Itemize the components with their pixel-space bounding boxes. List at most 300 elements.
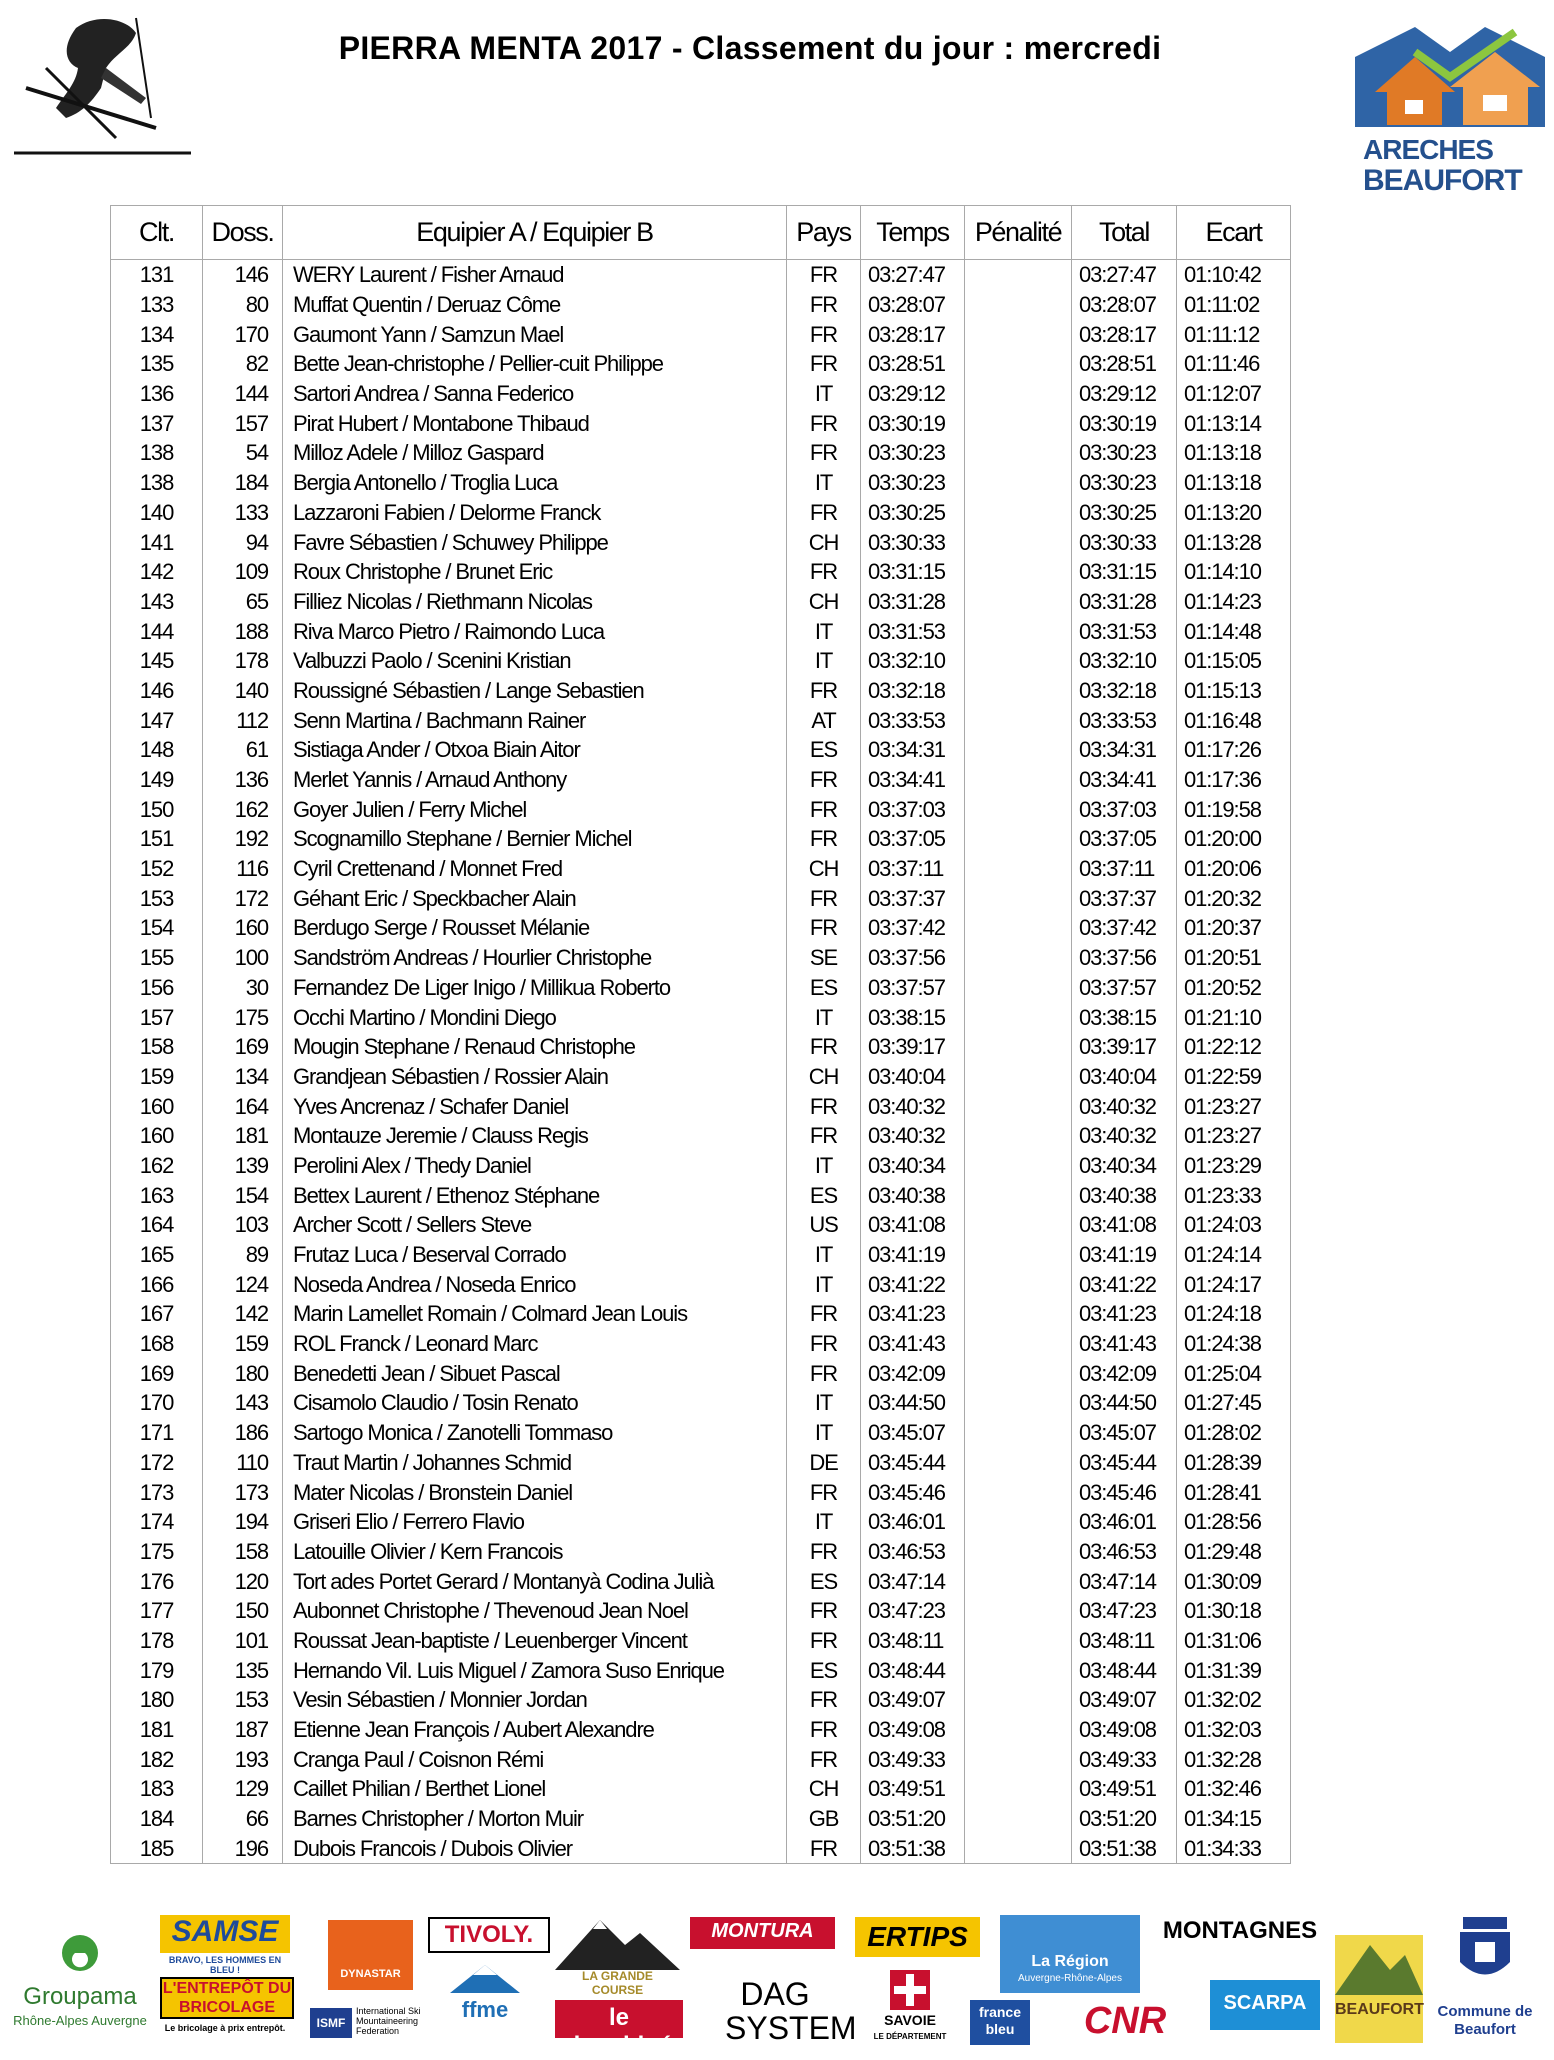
table-row [111,676,1291,706]
total-cell: 03:47:23 [1072,1596,1177,1626]
penalty-cell [965,1477,1072,1507]
header-time: Temps [861,206,965,260]
total-cell: 03:49:33 [1072,1744,1177,1774]
time-cell: 03:30:23 [861,438,965,468]
team-cell: Filliez Nicolas / Riethmann Nicolas [283,587,787,617]
table-row [111,973,1291,1003]
time-cell: 03:28:17 [861,319,965,349]
table-row [111,1121,1291,1151]
gap-cell: 01:20:32 [1177,883,1291,913]
gap-cell: 01:32:28 [1177,1744,1291,1774]
country-cell: FR [787,1329,861,1359]
rank-cell: 141 [111,527,203,557]
header-country: Pays [787,206,861,260]
rank-cell: 140 [111,498,203,528]
commune-beaufort-logo [1430,1917,1540,2047]
gap-cell: 01:25:04 [1177,1358,1291,1388]
total-cell: 03:34:41 [1072,765,1177,795]
country-cell: IT [787,468,861,498]
rank-cell: 158 [111,1032,203,1062]
team-cell: Valbuzzi Paolo / Scenini Kristian [283,646,787,676]
time-cell: 03:49:07 [861,1685,965,1715]
rank-cell: 146 [111,676,203,706]
team-cell: Roux Christophe / Brunet Eric [283,557,787,587]
total-cell: 03:34:31 [1072,735,1177,765]
bib-cell: 187 [203,1715,283,1745]
penalty-cell [965,1240,1072,1270]
penalty-cell [965,1418,1072,1448]
table-row [111,913,1291,943]
total-cell: 03:41:43 [1072,1329,1177,1359]
samse-logo [160,1915,290,1975]
penalty-cell [965,379,1072,409]
rank-cell: 160 [111,1121,203,1151]
rank-cell: 155 [111,943,203,973]
entrepot-logo [160,1977,290,2042]
region-logo [1000,1915,1140,1993]
total-cell: 03:49:08 [1072,1715,1177,1745]
table-row [111,1685,1291,1715]
samse-sub: BRAVO, LES HOMMES EN BLEU ! [168,1955,282,1975]
time-cell: 03:48:11 [861,1626,965,1656]
gap-cell: 01:28:56 [1177,1507,1291,1537]
team-cell: Montauze Jeremie / Clauss Regis [283,1121,787,1151]
table-row [111,1388,1291,1418]
gap-cell: 01:20:52 [1177,973,1291,1003]
total-cell: 03:38:15 [1072,1002,1177,1032]
gap-cell: 01:24:17 [1177,1269,1291,1299]
gap-cell: 01:24:38 [1177,1329,1291,1359]
table-row [111,1774,1291,1804]
groupama-logo [5,1925,155,2045]
gap-cell: 01:14:23 [1177,587,1291,617]
bib-cell: 136 [203,765,283,795]
gap-cell: 01:28:41 [1177,1477,1291,1507]
penalty-cell [965,1715,1072,1745]
rank-cell: 175 [111,1537,203,1567]
team-cell: Benedetti Jean / Sibuet Pascal [283,1358,787,1388]
team-cell: Cranga Paul / Coisnon Rémi [283,1744,787,1774]
header-penalty: Pénalité [965,206,1072,260]
total-cell: 03:40:32 [1072,1121,1177,1151]
total-cell: 03:51:38 [1072,1833,1177,1863]
ertips-logo [855,1917,980,1957]
rank-cell: 148 [111,735,203,765]
penalty-cell [965,1744,1072,1774]
country-cell: IT [787,646,861,676]
penalty-cell [965,1448,1072,1478]
time-cell: 03:40:34 [861,1151,965,1181]
table-row [111,705,1291,735]
table-row [111,1596,1291,1626]
rank-cell: 160 [111,1091,203,1121]
time-cell: 03:31:15 [861,557,965,587]
gap-cell: 01:32:03 [1177,1715,1291,1745]
time-cell: 03:33:53 [861,705,965,735]
gap-cell: 01:12:07 [1177,379,1291,409]
time-cell: 03:34:41 [861,765,965,795]
penalty-cell [965,1091,1072,1121]
bib-cell: 150 [203,1596,283,1626]
country-cell: SE [787,943,861,973]
penalty-cell [965,1002,1072,1032]
penalty-cell [965,943,1072,973]
penalty-cell [965,290,1072,320]
table-row [111,319,1291,349]
country-cell: DE [787,1448,861,1478]
dag-text: DAG SYSTEM [725,1976,857,2046]
total-cell: 03:39:17 [1072,1032,1177,1062]
country-cell: FR [787,290,861,320]
bib-cell: 89 [203,1240,283,1270]
bib-cell: 61 [203,735,283,765]
total-cell: 03:48:44 [1072,1655,1177,1685]
bib-cell: 162 [203,794,283,824]
bib-cell: 180 [203,1358,283,1388]
total-cell: 03:37:42 [1072,913,1177,943]
bib-cell: 80 [203,290,283,320]
beaufort-fromage-logo [1335,1935,1423,2043]
country-cell: FR [787,1596,861,1626]
table-row [111,1091,1291,1121]
penalty-cell [965,1774,1072,1804]
team-cell: Hernando Vil. Luis Miguel / Zamora Suso Enrique [283,1655,787,1685]
penalty-cell [965,676,1072,706]
team-cell: Gaumont Yann / Samzun Mael [283,319,787,349]
country-cell: FR [787,438,861,468]
team-cell: Aubonnet Christophe / Thevenoud Jean Noel [283,1596,787,1626]
time-cell: 03:41:08 [861,1210,965,1240]
total-cell: 03:45:46 [1072,1477,1177,1507]
gap-cell: 01:24:18 [1177,1299,1291,1329]
rank-cell: 180 [111,1685,203,1715]
table-row [111,468,1291,498]
rank-cell: 172 [111,1448,203,1478]
time-cell: 03:31:28 [861,587,965,617]
time-cell: 03:27:47 [861,260,965,290]
results-table [110,205,1291,1864]
team-cell: Berdugo Serge / Rousset Mélanie [283,913,787,943]
bib-cell: 154 [203,1180,283,1210]
bib-cell: 101 [203,1626,283,1656]
gap-cell: 01:22:12 [1177,1032,1291,1062]
rank-cell: 136 [111,379,203,409]
time-cell: 03:30:25 [861,498,965,528]
rank-cell: 173 [111,1477,203,1507]
total-cell: 03:30:25 [1072,498,1177,528]
table-row [111,943,1291,973]
gap-cell: 01:16:48 [1177,705,1291,735]
time-cell: 03:45:07 [861,1418,965,1448]
beaufort-fromage-text: BEAUFORT [1335,2001,1424,2018]
team-cell: WERY Laurent / Fisher Arnaud [283,260,787,290]
coat-of-arms-icon [1455,1917,1515,1987]
gap-cell: 01:13:14 [1177,408,1291,438]
total-cell: 03:41:22 [1072,1269,1177,1299]
bib-cell: 142 [203,1299,283,1329]
team-cell: Fernandez De Liger Inigo / Millikua Roberto [283,973,787,1003]
header-total: Total [1072,206,1177,260]
country-cell: FR [787,260,861,290]
penalty-cell [965,1329,1072,1359]
team-cell: Traut Martin / Johannes Schmid [283,1448,787,1478]
bib-cell: 134 [203,1062,283,1092]
region-sub: Auvergne-Rhône-Alpes [1018,1973,1122,1984]
bib-cell: 181 [203,1121,283,1151]
bib-cell: 173 [203,1477,283,1507]
logo-text-areches: ARECHES [1363,134,1493,165]
penalty-cell [965,1180,1072,1210]
country-cell: FR [787,765,861,795]
montura-text: MONTURA [711,1920,814,1942]
rank-cell: 185 [111,1833,203,1863]
time-cell: 03:30:33 [861,527,965,557]
bib-cell: 196 [203,1833,283,1863]
savoie-text: SAVOIE [884,2012,936,2028]
gap-cell: 01:20:51 [1177,943,1291,973]
time-cell: 03:30:19 [861,408,965,438]
header-bib: Doss. [203,206,283,260]
total-cell: 03:28:07 [1072,290,1177,320]
country-cell: ES [787,973,861,1003]
savoie-logo [860,1970,960,2048]
penalty-cell [965,349,1072,379]
team-cell: Mougin Stephane / Renaud Christophe [283,1032,787,1062]
country-cell: IT [787,1151,861,1181]
penalty-cell [965,735,1072,765]
penalty-cell [965,319,1072,349]
time-cell: 03:38:15 [861,1002,965,1032]
bib-cell: 193 [203,1744,283,1774]
gap-cell: 01:24:03 [1177,1210,1291,1240]
time-cell: 03:47:23 [861,1596,965,1626]
rank-cell: 177 [111,1596,203,1626]
country-cell: IT [787,1388,861,1418]
gap-cell: 01:17:26 [1177,735,1291,765]
country-cell: CH [787,527,861,557]
penalty-cell [965,438,1072,468]
rank-cell: 159 [111,1062,203,1092]
country-cell: FR [787,1833,861,1863]
total-cell: 03:31:53 [1072,616,1177,646]
team-cell: Roussigné Sébastien / Lange Sebastien [283,676,787,706]
country-cell: IT [787,1002,861,1032]
country-cell: IT [787,1240,861,1270]
rank-cell: 145 [111,646,203,676]
penalty-cell [965,1269,1072,1299]
time-cell: 03:47:14 [861,1566,965,1596]
team-cell: Cisamolo Claudio / Tosin Renato [283,1388,787,1418]
bib-cell: 184 [203,468,283,498]
bib-cell: 140 [203,676,283,706]
penalty-cell [965,527,1072,557]
table-row [111,1655,1291,1685]
penalty-cell [965,794,1072,824]
country-cell: FR [787,498,861,528]
sponsor-footer [0,1905,1554,2059]
penalty-cell [965,1596,1072,1626]
bib-cell: 158 [203,1537,283,1567]
rank-cell: 165 [111,1240,203,1270]
bib-cell: 144 [203,379,283,409]
gap-cell: 01:20:37 [1177,913,1291,943]
time-cell: 03:42:09 [861,1358,965,1388]
penalty-cell [965,1210,1072,1240]
entrepot-sub: Le bricolage à prix entrepôt. [164,2023,286,2033]
table-row [111,794,1291,824]
table-row [111,379,1291,409]
commune-text: Commune de Beaufort [1437,2003,1533,2038]
total-cell: 03:28:51 [1072,349,1177,379]
ismf-text: ISMF [310,2008,352,2038]
header-gap: Ecart [1177,206,1291,260]
team-cell: Marin Lamellet Romain / Colmard Jean Louis [283,1299,787,1329]
time-cell: 03:49:51 [861,1774,965,1804]
team-cell: Occhi Martino / Mondini Diego [283,1002,787,1032]
team-cell: Roussat Jean-baptiste / Leuenberger Vincent [283,1626,787,1656]
total-cell: 03:41:23 [1072,1299,1177,1329]
dag-logo [725,1976,857,2046]
gap-cell: 01:34:15 [1177,1804,1291,1834]
gap-cell: 01:17:36 [1177,765,1291,795]
gap-cell: 01:32:02 [1177,1685,1291,1715]
table-row [111,1626,1291,1656]
bib-cell: 54 [203,438,283,468]
penalty-cell [965,854,1072,884]
rank-cell: 184 [111,1804,203,1834]
savoie-sub: LE DÉPARTEMENT [873,2032,947,2041]
total-cell: 03:30:23 [1072,468,1177,498]
penalty-cell [965,1388,1072,1418]
table-row [111,1477,1291,1507]
entrepot-text: L'ENTREPÔT DU BRICOLAGE [160,1977,294,2019]
total-cell: 03:30:33 [1072,527,1177,557]
rank-cell: 144 [111,616,203,646]
bib-cell: 159 [203,1329,283,1359]
bib-cell: 112 [203,705,283,735]
table-header-row [111,206,1291,260]
team-cell: Grandjean Sébastien / Rossier Alain [283,1062,787,1092]
bib-cell: 103 [203,1210,283,1240]
gap-cell: 01:23:27 [1177,1091,1291,1121]
table-row [111,1002,1291,1032]
time-cell: 03:31:53 [861,616,965,646]
bib-cell: 66 [203,1804,283,1834]
page-title: PIERRA MENTA 2017 - Classement du jour : mercredi [338,30,1162,66]
penalty-cell [965,1151,1072,1181]
rank-cell: 150 [111,794,203,824]
country-cell: FR [787,1626,861,1656]
rank-cell: 168 [111,1329,203,1359]
table-row [111,1358,1291,1388]
team-cell: Vesin Sébastien / Monnier Jordan [283,1685,787,1715]
rank-cell: 162 [111,1151,203,1181]
groupama-text: Groupama [23,1983,137,2010]
total-cell: 03:37:57 [1072,973,1177,1003]
gap-cell: 01:28:02 [1177,1418,1291,1448]
total-cell: 03:41:08 [1072,1210,1177,1240]
rank-cell: 170 [111,1388,203,1418]
penalty-cell [965,1299,1072,1329]
rank-cell: 142 [111,557,203,587]
time-cell: 03:46:01 [861,1507,965,1537]
table-row [111,1448,1291,1478]
montura-logo [690,1917,835,1949]
bib-cell: 100 [203,943,283,973]
country-cell: IT [787,1269,861,1299]
penalty-cell [965,1566,1072,1596]
header-team: Equipier A / Equipier B [283,206,787,260]
total-cell: 03:30:23 [1072,438,1177,468]
penalty-cell [965,1062,1072,1092]
penalty-cell [965,1537,1072,1567]
team-cell: ROL Franck / Leonard Marc [283,1329,787,1359]
total-cell: 03:45:07 [1072,1418,1177,1448]
table-row [111,1269,1291,1299]
country-cell: FR [787,883,861,913]
bib-cell: 188 [203,616,283,646]
france-bleu-text: france bleu [978,2004,1022,2037]
bib-cell: 124 [203,1269,283,1299]
total-cell: 03:32:18 [1072,676,1177,706]
team-cell: Yves Ancrenaz / Schafer Daniel [283,1091,787,1121]
table-row [111,1210,1291,1240]
gap-cell: 01:23:27 [1177,1121,1291,1151]
gap-cell: 01:28:39 [1177,1448,1291,1478]
france-bleu-logo [970,2000,1030,2045]
bib-cell: 169 [203,1032,283,1062]
rank-cell: 157 [111,1002,203,1032]
total-cell: 03:30:19 [1072,408,1177,438]
country-cell: FR [787,1091,861,1121]
table-row [111,1240,1291,1270]
penalty-cell [965,1655,1072,1685]
bib-cell: 65 [203,587,283,617]
grande-course-text: LA GRANDE COURSE [582,1969,653,1997]
rank-cell: 156 [111,973,203,1003]
gap-cell: 01:30:09 [1177,1566,1291,1596]
table-row [111,1537,1291,1567]
table-row [111,498,1291,528]
gap-cell: 01:27:45 [1177,1388,1291,1418]
total-cell: 03:40:32 [1072,1091,1177,1121]
bib-cell: 170 [203,319,283,349]
savoie-cross-icon [890,1970,930,2010]
penalty-cell [965,824,1072,854]
bib-cell: 160 [203,913,283,943]
time-cell: 03:40:32 [861,1091,965,1121]
total-cell: 03:40:38 [1072,1180,1177,1210]
dauphine-logo [555,2000,683,2059]
total-cell: 03:42:09 [1072,1358,1177,1388]
team-cell: Merlet Yannis / Arnaud Anthony [283,765,787,795]
bib-cell: 139 [203,1151,283,1181]
time-cell: 03:41:22 [861,1269,965,1299]
time-cell: 03:28:07 [861,290,965,320]
gap-cell: 01:34:33 [1177,1833,1291,1863]
gap-cell: 01:13:20 [1177,498,1291,528]
ismf-logo [310,2000,435,2045]
gap-cell: 01:11:02 [1177,290,1291,320]
penalty-cell [965,260,1072,290]
team-cell: Senn Martina / Bachmann Rainer [283,705,787,735]
header-rank: Clt. [111,206,203,260]
country-cell: FR [787,408,861,438]
table-row [111,883,1291,913]
montagnes-logo [1160,1917,1320,1947]
rank-cell: 182 [111,1744,203,1774]
bib-cell: 146 [203,260,283,290]
